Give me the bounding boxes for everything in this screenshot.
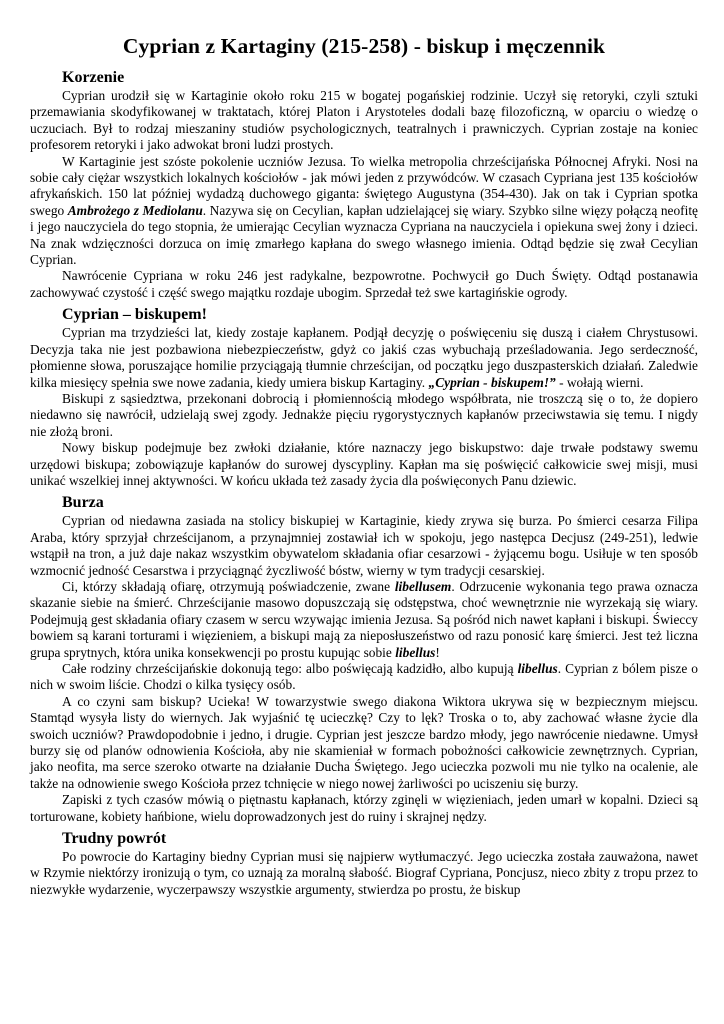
section-trudny-powrot xyxy=(30,829,698,898)
paragraph: Cyprian od niedawna zasiada na stolicy biskupiej w Kartaginie, kiedy zrywa się burza. Po śmierci cesarza Filipa Araba, który sprzyjał chrześcijanom, a przynajmniej zostawiał ich w spokoju, jego następca Decjusz (249-251), ledwie wstąpił na tron, a już daje nakaz wszystkim obywatelom składania ofiar cesarzowi - żyjącemu bogu. Usiłuje w ten sposób wzmocnić jedność Cesarstwa i przyciągnąć życzliwość bóstw, wierny w tym tradycji cesarskiej. xyxy=(30,513,698,578)
section-heading: Korzenie xyxy=(62,69,125,86)
section-heading: Burza xyxy=(62,494,104,512)
section-cyprian-biskupem xyxy=(30,305,698,489)
paragraph: W Kartaginie jest szóste pokolenie uczniów Jezusa. To wielka metropolia chrześcijańska Północnej Afryki. Nosi na sobie cały ciężar wszystkich lokalnych kościołów - jak mówi jeden z przywódców. W czasach Cypriana jest 135 kościołów afrykańskich. 150 lat później wydadzą duchowego giganta: świętego Augustyna (354-430). Jak on tak i Cyprian spotka swego Ambrożego z Mediolanu. Nazywa się on Cecylian, kapłan udzielającej się wiary. Szybko silne więzy połączą neofitę i jego nauczyciela do tego stopnia, że umierając Cecylian wyznacza Cypriana na nauczyciela i opiekuna swej żony i dzieci. Na znak wdzięczności dorzuca on imię zmarłego kapłana do swego własnego imienia. Odtąd będzie się zwał Cecylian Cyprian. xyxy=(30,153,698,268)
emphasis: Ambrożego z Mediolanu xyxy=(67,202,203,218)
section-heading: Trudny powrót xyxy=(62,830,167,848)
paragraph: Zapiski z tych czasów mówią o piętnastu kapłanach, którzy zginęli w więzieniach, jeden umarł w kopalni. Dzieci są torturowane, kobiety hańbione, wielu doprowadzonych jest do ruiny i skrajnej nędzy. xyxy=(30,792,698,824)
paragraph: Biskupi z sąsiedztwa, przekonani dobrocią i płomiennością młodego współbrata, nie troszczą się o to, że dopiero niedawno się nawrócił, udzielają swej zgody. Jednakże pięciu rygorystycznych kapłanów przeciwstawia się temu. I nigdy nie złożą broni. xyxy=(30,390,698,439)
section-heading: Cyprian – biskupem! xyxy=(62,306,207,324)
paragraph: Nawrócenie Cypriana w roku 246 jest radykalne, bezpowrotne. Pochwycił go Duch Święty. Odtąd postanawia zachowywać czystość i część swego majątku rozdaje ubogim. Sprzedał też swe kartagińskie ogrody. xyxy=(30,268,698,300)
paragraph: A co czyni sam biskup? Ucieka! W towarzystwie swego diakona Wiktora ukrywa się w bezpiecznym miejscu. Stamtąd wysyła listy do wiernych. Jak wyjaśnić tę ucieczkę? Czy to lęk? Troska o to, aby zachować własne życie dla swoich uczniów? Prawdopodobnie i jedno, i drugie. Cyprian jest jeszcze bardzo młody, jego nawrócenie niedawne. Umysł burzy się od planów odnowienia Kościoła, aby nie skamieniał w formach pobożności całkowicie zewnętrznych. Cyprian, jako neofita, ma serce szeroko otwarte na działanie Ducha Świętego. Jego ucieczka pozwoli mu nie tylko na ocalenie, ale także na odnowienie swego Kościoła przez tchnięcie w niego nowej żarliwości po uciszeniu się burzy. xyxy=(30,693,698,791)
emphasis: libellus xyxy=(517,661,558,676)
paragraph: Cyprian ma trzydzieści lat, kiedy zostaje kapłanem. Podjął decyzję o poświęceniu się duszą i ciałem Chrystusowi. Decyzja taka nie jest pozbawiona niebezpieczeństw, gdyż co jakiś czas wybuchają prześladowania. Jego serdeczność, płomienne słowa, poruszające homilie przyciągają tłumnie chrześcijan, od początku jego duszpasterskich działań. Zaledwie kilka miesięcy spełnia swe nowe zadania, kiedy umiera biskup Kartaginy. „Cyprian - biskupem!” - wołają wierni. xyxy=(30,325,698,390)
section-korzenie xyxy=(30,68,698,301)
paragraph: Po powrocie do Kartaginy biedny Cyprian musi się najpierw wytłumaczyć. Jego ucieczka została zauważona, nawet w Rzymie niektórzy ironizują o tym, co uznają za moralną słabość. Biograf Cypriana, Poncjusz, nieco zbity z tropu przez to niezwykłe wydarzenie, wyczerpawszy wszystkie argumenty, stwierdza po prostu, że biskup xyxy=(30,849,698,897)
emphasis: libellus xyxy=(395,644,436,660)
emphasis: „Cyprian - biskupem!” xyxy=(428,374,556,390)
emphasis: libellusem xyxy=(394,578,452,594)
paragraph: Cyprian urodził się w Kartaginie około roku 215 w bogatej pogańskiej rodzinie. Uczył się retoryki, czyli sztuki przemawiania skodyfikowanej w traktatach, której Platon i Arystoteles dodali bazę filozoficzną, w oparciu o wiedzę o uczuciach. Był to rodzaj mieszaniny studiów psychologicznych, teatralnych i prawniczych. Cyprian zostaje na koniec profesorem retoryki i jako adwokat broni ludzi prostych. xyxy=(30,88,698,153)
paragraph: Ci, którzy składają ofiarę, otrzymują poświadczenie, zwane libellusem. Odrzucenie wykonania tego prawa oznacza skazanie siebie na śmierć. Chrześcijanie masowo dopuszczają się odstępstwa, choć wewnętrznie nie wyrzekają się wiary. Podejmują gest składania ofiary czasem w sercu wzywając imienia Jezusa. Są pośród nich nawet kapłani i biskupi. Świeccy bowiem są karani torturami i więzieniem, a biskupi mają za nieposłuszeństwo od razu ponosić karę śmierci. Jest też liczna grupa sprytnych, która unika konsekwencji po prostu kupując sobie libellus! xyxy=(30,578,698,660)
page-title: Cyprian z Kartaginy (215-258) - biskup i męczennik xyxy=(122,34,606,58)
paragraph: Całe rodziny chrześcijańskie dokonują tego: albo poświęcają kadzidło, albo kupują libellus. Cyprian z bólem pisze o nich w swoim liście. Chodzi o kilka tysięcy osób. xyxy=(30,661,698,693)
paragraph: Nowy biskup podejmuje bez zwłoki działanie, które naznaczy jego biskupstwo: daje trwałe podstawy swemu urzędowi biskupa; zobowiązuje kapłanów do surowej dyscypliny. Kapłan ma się poświęcić całkowicie swej misji, musi unikać wszelkiej innej aktywności. W końcu układa też zasady życia dla poświęconych Panu dziewic. xyxy=(30,440,698,488)
section-burza xyxy=(30,493,698,825)
